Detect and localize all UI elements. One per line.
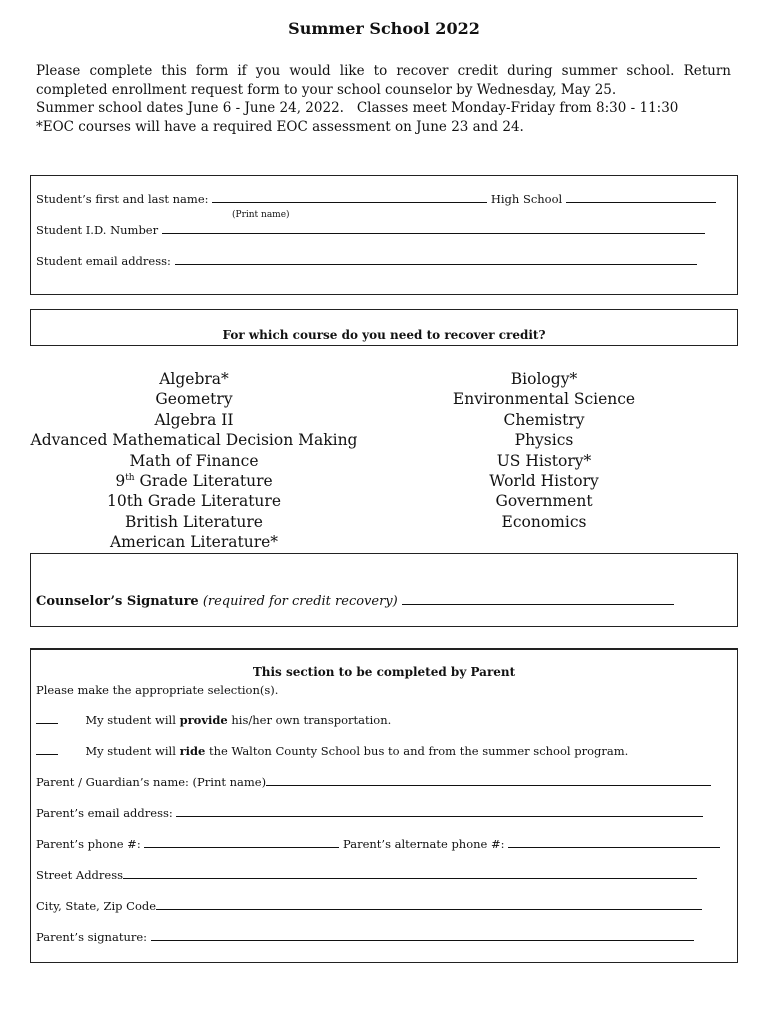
counselor-box (30, 553, 738, 627)
course-9th-sup: th (125, 472, 135, 483)
city-state-zip-label: City, State, Zip Code (36, 899, 157, 913)
parent-alt-phone-label: Parent’s alternate phone #: (343, 837, 505, 851)
student-id-field[interactable] (162, 223, 705, 234)
student-id-row (36, 223, 705, 237)
parent-instruction: Please make the appropriate selection(s). (36, 683, 279, 697)
option1-pre: My student will (85, 713, 180, 727)
course-option[interactable]: World History (489, 472, 599, 491)
parent-signature-label: Parent’s signature: (36, 930, 148, 944)
course-option[interactable]: Biology* (510, 370, 578, 388)
intro-text (36, 62, 731, 136)
course-option[interactable]: 10th Grade Literature (106, 492, 281, 511)
course-option[interactable]: Government (495, 492, 593, 511)
option1-bold: provide (179, 713, 228, 727)
option2-bold: ride (179, 744, 206, 758)
option2-post: the Walton County School bus to and from the summer school program. (205, 744, 629, 758)
parent-phone-row (36, 837, 720, 851)
street-address-field[interactable] (123, 868, 697, 879)
student-email-field[interactable] (175, 254, 697, 265)
intro-paragraph: Please complete this form if you would like to recover credit during summer school. Return completed enrollment request form to your school counselor by Wednesday, May 25. (36, 63, 731, 98)
street-address-row (36, 868, 697, 882)
print-name-hint: (Print name) (232, 210, 290, 220)
intro-dates: Summer school dates June 6 - June 24, 2022. Classes meet Monday-Friday from 8:30 - 11:30 (36, 100, 679, 116)
parent-section-heading: This section to be completed by Parent (252, 665, 516, 679)
counselor-signature-field[interactable] (402, 592, 674, 605)
counselor-note: (required for credit recovery) (202, 594, 398, 609)
course-question: For which course do you need to recover credit? (222, 328, 546, 342)
parent-alt-phone-field[interactable] (508, 837, 720, 848)
course-option[interactable]: Physics (514, 431, 574, 450)
counselor-row (36, 592, 674, 609)
parent-email-field[interactable] (176, 806, 703, 817)
student-name-label: Student’s first and last name: (36, 192, 209, 206)
ride-selection-blank[interactable] (36, 744, 58, 755)
street-address-label: Street Address (36, 868, 124, 882)
course-option[interactable]: American Literature* (109, 533, 279, 552)
student-email-row (36, 254, 697, 268)
parent-email-label: Parent’s email address: (36, 806, 173, 820)
transport-option-ride (36, 744, 628, 758)
course-option[interactable]: US History* (496, 451, 592, 470)
course-option[interactable]: British Literature (125, 512, 263, 531)
provide-selection-blank[interactable] (36, 713, 58, 724)
student-id-label: Student I.D. Number (36, 223, 159, 237)
parent-phone-label: Parent’s phone #: (36, 837, 141, 851)
course-9th-num: 9 (115, 472, 126, 491)
parent-email-row (36, 806, 703, 820)
parent-phone-field[interactable] (144, 837, 339, 848)
parent-name-row (36, 775, 711, 789)
student-name-field[interactable] (212, 192, 487, 203)
student-name-row (36, 192, 716, 206)
courses-right-column (430, 369, 658, 532)
high-school-field[interactable] (566, 192, 716, 203)
parent-name-field[interactable] (266, 775, 711, 786)
option1-post: his/her own transportation. (227, 713, 392, 727)
option2-pre: My student will (85, 744, 180, 758)
courses-left-column (30, 369, 358, 553)
course-option[interactable]: Geometry (155, 390, 233, 409)
course-option[interactable]: Advanced Mathematical Decision Making (30, 431, 358, 450)
city-state-zip-row (36, 899, 702, 913)
course-option[interactable]: Algebra II (154, 410, 234, 429)
transport-option-provide (36, 713, 391, 727)
course-option[interactable]: Math of Finance (129, 451, 259, 470)
page-title: Summer School 2022 (288, 19, 480, 38)
course-option[interactable]: Algebra* (159, 370, 229, 388)
course-option[interactable]: Economics (501, 512, 587, 531)
parent-name-label: Parent / Guardian’s name: (Print name) (36, 775, 267, 789)
counselor-signature-label: Counselor’s Signature (36, 594, 199, 609)
course-option[interactable]: Environmental Science (452, 390, 636, 409)
high-school-label: High School (490, 192, 563, 206)
course-9th-rest: Grade Literature (134, 472, 273, 491)
city-state-zip-field[interactable] (156, 899, 702, 910)
course-option-9th-grade-literature[interactable] (30, 471, 358, 491)
course-option[interactable]: Chemistry (503, 410, 585, 429)
eoc-note: *EOC courses will have a required EOC assessment on June 23 and 24. (36, 118, 524, 135)
parent-signature-field[interactable] (151, 930, 694, 941)
student-email-label: Student email address: (36, 254, 171, 268)
parent-signature-row (36, 930, 694, 944)
